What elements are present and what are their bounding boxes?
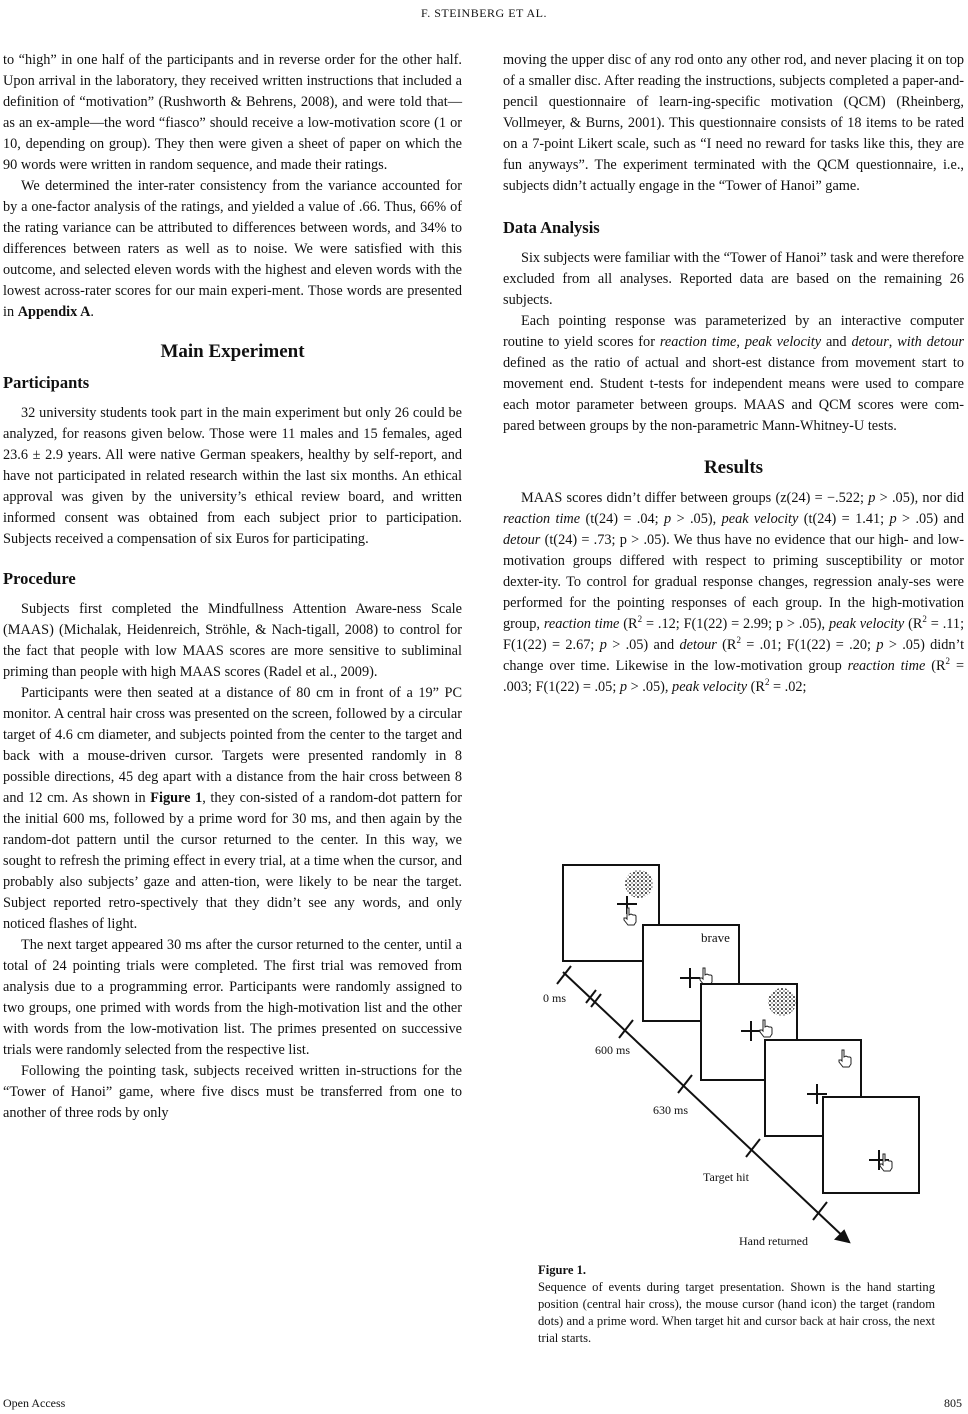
- footer-journal: Open Access: [3, 1396, 66, 1410]
- section-heading-main-experiment: Main Experiment: [160, 341, 305, 362]
- paragraph: Participants were then seated at a distance of 80 cm in front of a 19” PC monitor. A central hair cross was presented on the screen, followed by a circular target of 4.6 cm diameter, and subjects pointed from the center to the target and back with a mouse-driven cursor. Targets were presented randomly in 8 possible directions, 45 deg apart with a distance from the hair cross between 8 and 12 cm. As shown in Figure 1, they con-sisted of a random-dot pattern for the initial 600 ms, followed by a prime word for 30 ms, and then again by the random-dot pattern until the cursor returned to the center. In this way, we sought to refresh the priming effect in every trial, at a time when the cursor, and probably also subjects’ gaze and atten-tion, were likely to be near the target. Subject reported retro-spectively that they didn’t see any words, and only noticed flashes of light.: [3, 685, 463, 932]
- paragraph: Following the pointing task, subjects received written in-structions for the “Tower of Hanoi” game, where five discs must be transferred from one to another of three rods by only: [3, 1063, 462, 1121]
- figure-caption: [538, 1262, 935, 1347]
- timeline-label: Target hit: [703, 1170, 749, 1184]
- paragraph: MAAS scores didn’t differ between groups (z(24) = −.522; p > .05), nor did reaction time (t(24) = .04; p > .05), peak velocity (t(24) = 1.41; p > .05) and detour (t(24) = .73; p > .05). We thus have no evidence that our high- and low-motivation groups differed with respect to priming susceptibility or motor dexter-ity. To control for gradual response changes, regression analy-ses were performed for the pointing responses of each group. In the high-motivation group, reaction time ($R^2 = .12$; F(1(22) = 2.99; p > .05), peak velocity ($R^2 = .11$; F(1(22) = 2.67; p > .05) and detour ($R^2 = .01$; F(1(22) = .20; p > .05) didn’t change over time. Likewise in the low-motivation group reaction time ($R^2 = .003$; F(1(22) = .05; p > .05), peak velocity ($R^2 = .02$;: [503, 490, 965, 695]
- left-column: [3, 50, 462, 1124]
- right-column: [503, 50, 964, 698]
- appendix-reference: Appendix A: [17, 304, 91, 320]
- section-heading-results: Results: [703, 457, 764, 478]
- subsection-heading-data-analysis: Data Analysis: [503, 218, 600, 237]
- paragraph: Each pointing response was parameterized by an interactive computer routine to yield scores for reaction time, peak velocity and detour, with detour defined as the ratio of actual and short-est distance from movement start to movement end. Student t-tests for independent means were used to compare each motor parameter between groups. MAAS and QCM scores were com-pared between groups by the non-parametric Mann-Whitney-U tests.: [503, 313, 964, 434]
- random-dot-target: [625, 870, 653, 898]
- paragraph: The next target appeared 30 ms after the cursor returned to the center, until a total of 24 pointing trials were completed. The first trial was removed from analysis due to a programming error. Participants were randomly assigned to two groups, one primed with words from the high-motivation list and the other with words from the low-motivation list. The primes presented on successive trials were randomly selected from the respective list.: [3, 937, 462, 1058]
- timeline-label: Hand returned: [739, 1234, 808, 1248]
- timeline-label: 0 ms: [543, 991, 567, 1005]
- paragraph: Six subjects were familiar with the “Tower of Hanoi” task and were therefore excluded from all analyses. Reported data are based on the remaining 26 subjects.: [503, 250, 964, 308]
- paragraph: Subjects first completed the Mindfullness Attention Aware-ness Scale (MAAS) (Michalak, Heidenreich, Ströhle, & Nach-tigall, 2008) to control for the fact that people with low MAAS scores are more sensitive to subliminal priming than people with high MAAS scores (Radel et al., 2009).: [3, 601, 462, 680]
- figure-caption-text: Sequence of events during target presentation. Shown is the hand starting position (central hair cross), the mouse cursor (hand icon) the target (random dots) and a prime word. When target hit and cursor back at hair cross, the next trial starts.: [538, 1280, 935, 1345]
- prime-word: brave: [701, 930, 730, 945]
- figure-caption-title: Figure 1.: [538, 1263, 587, 1277]
- subsection-heading-procedure: Procedure: [3, 569, 76, 588]
- figure-1-diagram: [533, 860, 938, 1256]
- figure-reference: Figure 1: [150, 790, 203, 806]
- page-number: 805: [944, 1396, 962, 1410]
- frame-5: [823, 1097, 919, 1193]
- paragraph: to “high” in one half of the participants and in reverse order for the other half. Upon arrival in the laboratory, they received written instructions that included a definition of “motivation” (Rushworth & Behrens, 2008), and were told that—as an ex-ample—the word “fiasco” should receive a low-motivation score (1 or 10, depending on group). They then were given a sheet of paper on which the 90 words were written in random sequence, and made their ratings.: [3, 52, 462, 173]
- timeline-label: 630 ms: [653, 1103, 689, 1117]
- subsection-heading-participants: Participants: [3, 373, 90, 392]
- random-dot-target: [768, 988, 796, 1016]
- paragraph: We determined the inter-rater consistency from the variance accounted for by a one-factor analysis of the ratings, and yielded a value of .66. Thus, 66% of the rating variance can be attributed to differences between words, and 34% to differences between raters as well as to noise. We were satisfied with this outcome, and selected eleven words with the highest and eleven words with the lowest across-rater scores for our main experi-ment. Those words are presented in Appendix A.: [3, 178, 462, 320]
- timeline-label: 600 ms: [595, 1043, 631, 1057]
- paragraph: 32 university students took part in the main experiment but only 26 could be analyzed, for reasons given below. Those were 11 males and 15 females, aged 23.6 ± 2.9 years. All were native German speakers, healthy by self-report, and have not participated in related research within the last six months. An ethical approval was given by the university’s ethical review board, and written informed consent was obtained from each subject prior to participation. Subjects received a compensation of six Euros for participating.: [3, 405, 462, 547]
- running-head: F. STEINBERG ET AL.: [421, 6, 547, 20]
- paragraph: moving the upper disc of any rod onto any other rod, and never placing it on top of a smaller disc. After reading the instructions, subjects completed a paper-and-pencil questionnaire of learn-ing-specific motivation (QCM) (Rheinberg, Vollmeyer, & Burns, 2001). This questionnaire consists of 18 items to be rated on a 7-point Likert scale, such as “I need no reward for tasks like this, they are fun anyways”. The experiment terminated with the QCM questionnaire, i.e., subjects didn’t actually engage in the “Tower of Hanoi” game.: [503, 52, 964, 194]
